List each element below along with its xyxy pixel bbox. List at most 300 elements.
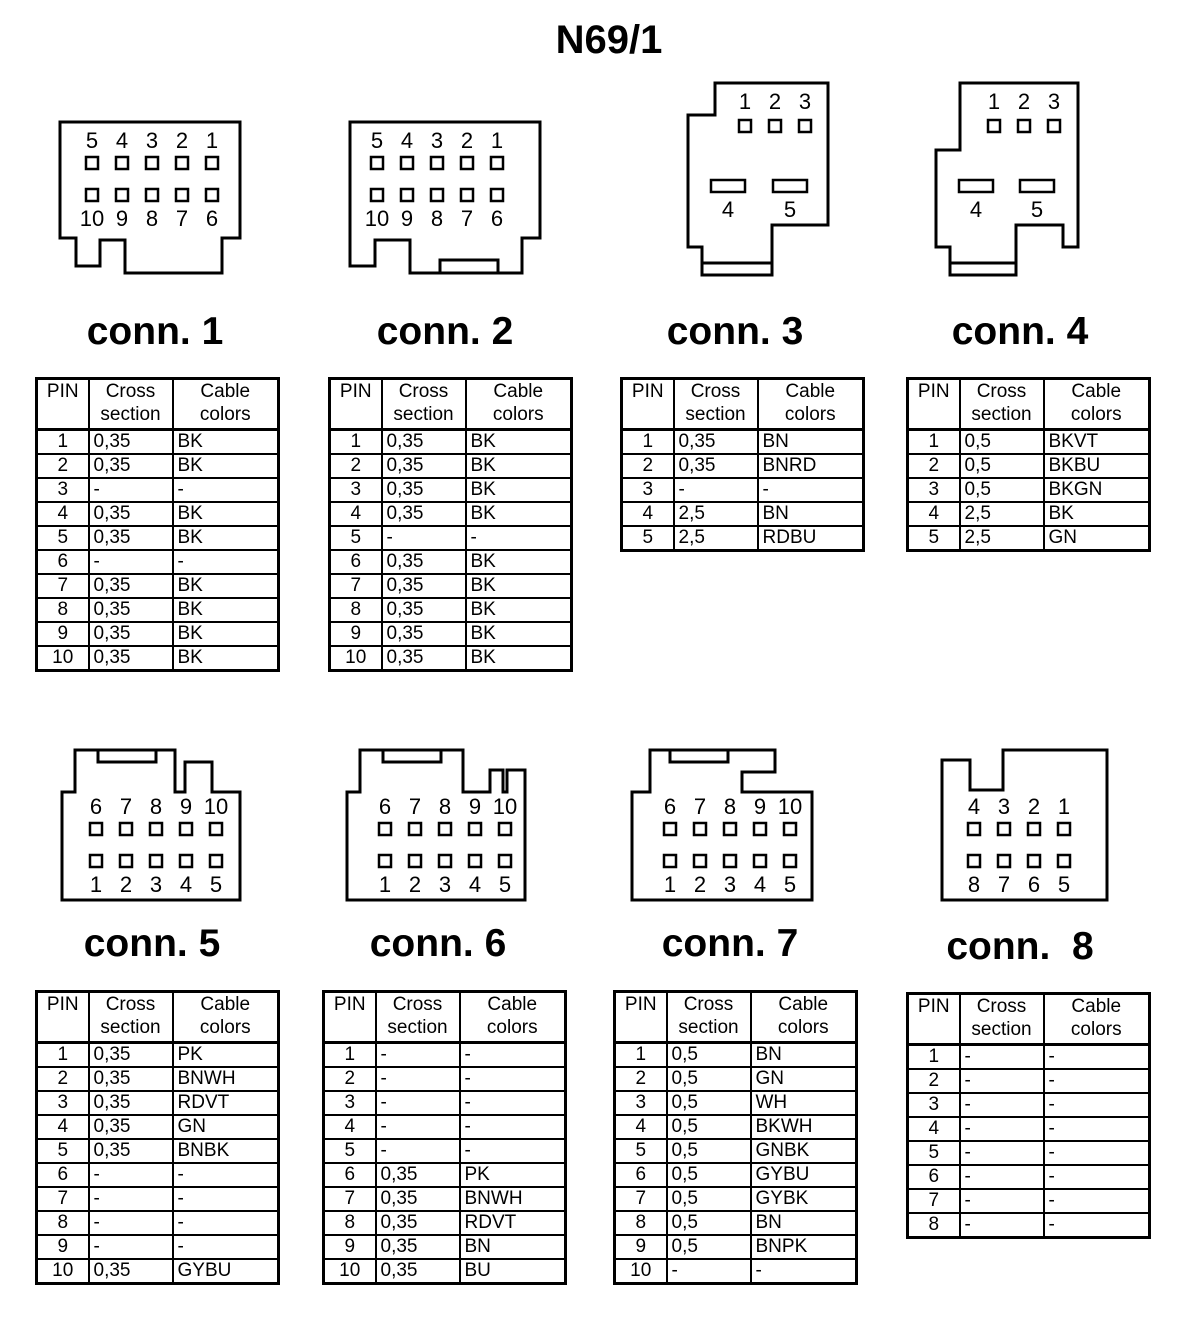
connector-4-label: conn. 4 — [951, 310, 1089, 353]
pin-label: 8 — [145, 206, 159, 231]
pin-label: 3 — [149, 872, 163, 897]
table-row — [330, 502, 572, 526]
cross-section-column-header: Cross section — [960, 994, 1044, 1045]
cable-colors-column-header: Cable colors — [460, 992, 566, 1043]
pin-number: 1 — [330, 430, 382, 455]
cross-section-value: - — [376, 1139, 460, 1163]
pin-number: 1 — [324, 1043, 376, 1068]
pin-number: 9 — [330, 622, 382, 646]
pin-cavity — [998, 855, 1010, 867]
connector-5-label: conn. 5 — [83, 922, 221, 965]
power-pin-cavity — [959, 180, 993, 192]
cross-section-value: 0,35 — [376, 1187, 460, 1211]
table-row — [324, 1139, 566, 1163]
cross-section-value: 0,5 — [667, 1115, 751, 1139]
cross-section-value: 0,35 — [382, 550, 466, 574]
pin-cavity — [491, 189, 503, 201]
table-row — [324, 1067, 566, 1091]
table-row — [908, 1165, 1150, 1189]
cross-section-value: 0,35 — [382, 646, 466, 671]
pin-cavity — [180, 855, 192, 867]
table-row — [615, 1211, 857, 1235]
pin-number: 1 — [615, 1043, 667, 1068]
pin-cavity — [210, 823, 222, 835]
pin-number: 3 — [908, 1093, 960, 1117]
connector-4-drawing — [928, 75, 1088, 285]
pin-cavity — [499, 855, 511, 867]
pin-label: 1 — [738, 89, 752, 114]
pin-label: 6 — [1027, 872, 1041, 897]
cross-section-value: 0,5 — [960, 478, 1044, 502]
cross-section-value: 0,35 — [89, 1067, 173, 1091]
pin-label: 1 — [89, 872, 103, 897]
cable-color-value: BK — [466, 478, 572, 502]
cable-color-value: BK — [466, 454, 572, 478]
cross-section-value: - — [960, 1117, 1044, 1141]
pin-label: 6 — [378, 794, 392, 819]
table-row — [37, 1163, 279, 1187]
table-row — [37, 1091, 279, 1115]
pin-number: 9 — [324, 1235, 376, 1259]
pin-cavity — [431, 189, 443, 201]
pin-cavity — [176, 157, 188, 169]
cable-color-value: GYBU — [751, 1163, 857, 1187]
table-row — [37, 550, 279, 574]
connector-1-drawing — [40, 100, 260, 290]
connector-5-drawing — [50, 740, 250, 910]
table-row — [622, 430, 864, 455]
pin-number: 6 — [37, 1163, 89, 1187]
table-row — [330, 622, 572, 646]
table-row — [37, 1187, 279, 1211]
pin-cavity — [754, 823, 766, 835]
cross-section-value: - — [960, 1189, 1044, 1213]
cross-section-value: 0,5 — [960, 430, 1044, 455]
pin-label: 6 — [205, 206, 219, 231]
table-row — [324, 1187, 566, 1211]
cable-color-value: GN — [173, 1115, 279, 1139]
cable-colors-column-header: Cable colors — [1044, 379, 1150, 430]
cross-section-value: 2,5 — [960, 502, 1044, 526]
cross-section-value: 0,5 — [960, 454, 1044, 478]
pin-cavity — [176, 189, 188, 201]
cross-section-value: - — [376, 1067, 460, 1091]
pin-cavity — [988, 120, 1000, 132]
table-row — [622, 502, 864, 526]
cable-color-value: PK — [460, 1163, 566, 1187]
pin-label: 9 — [468, 794, 482, 819]
pin-label: 2 — [460, 128, 474, 153]
pin-number: 3 — [324, 1091, 376, 1115]
cable-colors-column-header: Cable colors — [173, 379, 279, 430]
cable-color-value: GYBK — [751, 1187, 857, 1211]
cable-color-value: BK — [173, 598, 279, 622]
pin-cavity — [401, 189, 413, 201]
cable-color-value: BN — [758, 502, 864, 526]
pin-number: 5 — [908, 1141, 960, 1165]
cross-section-value: 0,35 — [89, 502, 173, 526]
cross-section-value: - — [89, 478, 173, 502]
cable-color-value: - — [1048, 1214, 1055, 1235]
table-row — [37, 1235, 279, 1259]
pin-table-header-row — [324, 992, 566, 1043]
connector-5-pin-table — [35, 990, 280, 1285]
pin-number: 8 — [615, 1211, 667, 1235]
pin-cavity — [461, 157, 473, 169]
cable-color-value: GN — [751, 1067, 857, 1091]
cable-color-value: BK — [173, 622, 279, 646]
connector-6-latch — [383, 750, 441, 762]
pin-number: 2 — [615, 1067, 667, 1091]
cross-section-column-header: Cross section — [674, 379, 758, 430]
pin-cavity — [439, 823, 451, 835]
table-row — [330, 430, 572, 455]
pin-label: 5 — [370, 128, 384, 153]
connector-6-label: conn. 6 — [369, 922, 507, 965]
cable-color-value: - — [466, 526, 572, 550]
pin-cavity — [371, 189, 383, 201]
pin-label: 10 — [777, 794, 803, 819]
pin-cavity — [439, 855, 451, 867]
cable-color-value: BKVT — [1044, 430, 1150, 455]
cross-section-value: 2,5 — [674, 502, 758, 526]
pin-label: 6 — [663, 794, 677, 819]
table-row — [324, 1043, 566, 1068]
pin-table-header-row — [908, 994, 1150, 1045]
pin-label: 1 — [1057, 794, 1071, 819]
cross-section-value: 0,35 — [376, 1211, 460, 1235]
pin-number: 7 — [330, 574, 382, 598]
pin-label: 3 — [438, 872, 452, 897]
pin-cavity — [210, 855, 222, 867]
table-row — [615, 1115, 857, 1139]
pin-cavity — [371, 157, 383, 169]
cross-section-value: - — [674, 478, 758, 502]
pin-number: 2 — [37, 454, 89, 478]
cable-color-value: BK — [466, 598, 572, 622]
pin-column-header: PIN — [622, 379, 674, 430]
table-row — [615, 1235, 857, 1259]
cable-color-value: BN — [751, 1211, 857, 1235]
cable-color-value: - — [460, 1139, 566, 1163]
pin-table-header-row — [615, 992, 857, 1043]
table-row — [908, 1141, 1150, 1165]
pin-label: 10 — [364, 206, 390, 231]
cross-section-value: 0,35 — [382, 454, 466, 478]
table-row — [37, 1259, 279, 1284]
pin-label: 3 — [1047, 89, 1061, 114]
pin-label: 5 — [85, 128, 99, 153]
table-row — [330, 526, 572, 550]
connector-8-drawing — [930, 740, 1120, 910]
cross-section-value: - — [667, 1259, 751, 1284]
cable-color-value: BK — [173, 430, 279, 455]
cable-color-value: BK — [173, 502, 279, 526]
cross-section-value: 0,35 — [89, 454, 173, 478]
pin-label: 3 — [430, 128, 444, 153]
cable-color-value: BK — [173, 526, 279, 550]
cross-section-value: - — [376, 1115, 460, 1139]
cross-section-column-header: Cross section — [376, 992, 460, 1043]
pin-label: 4 — [721, 197, 735, 222]
cable-color-value: BK — [173, 454, 279, 478]
pin-cavity — [206, 157, 218, 169]
pin-number: 9 — [37, 1235, 89, 1259]
table-row — [615, 1187, 857, 1211]
pin-label: 8 — [438, 794, 452, 819]
pin-column-header: PIN — [37, 992, 89, 1043]
cross-section-value: - — [960, 1069, 1044, 1093]
cable-color-value: BN — [758, 430, 864, 455]
pin-cavity — [1018, 120, 1030, 132]
table-row — [37, 430, 279, 455]
table-row — [615, 1139, 857, 1163]
cable-color-value: BKWH — [751, 1115, 857, 1139]
pin-label: 1 — [205, 128, 219, 153]
pin-label: 2 — [408, 872, 422, 897]
table-row — [615, 1259, 857, 1284]
cable-color-value: - — [173, 478, 279, 502]
table-row — [324, 1235, 566, 1259]
pin-cavity — [379, 855, 391, 867]
pin-label: 7 — [997, 872, 1011, 897]
pin-column-header: PIN — [908, 379, 960, 430]
pin-number: 10 — [37, 646, 89, 671]
pin-cavity — [401, 157, 413, 169]
cross-section-value: 0,35 — [89, 598, 173, 622]
cable-color-value: - — [460, 1115, 566, 1139]
table-row — [324, 1091, 566, 1115]
cross-section-value: 0,35 — [89, 574, 173, 598]
cable-color-value: BK — [466, 502, 572, 526]
table-row — [908, 1069, 1150, 1093]
cross-section-column-header: Cross section — [382, 379, 466, 430]
pin-number: 3 — [615, 1091, 667, 1115]
cross-section-value: 0,35 — [376, 1163, 460, 1187]
pin-cavity — [968, 823, 980, 835]
cross-section-value: 0,5 — [667, 1187, 751, 1211]
table-row — [37, 622, 279, 646]
pin-label: 10 — [203, 794, 229, 819]
pin-number: 5 — [37, 526, 89, 550]
cross-section-value: - — [89, 1211, 173, 1235]
cable-color-value: BK — [466, 430, 572, 455]
cross-section-value: 0,35 — [382, 622, 466, 646]
pin-label: 4 — [969, 197, 983, 222]
pin-label: 9 — [400, 206, 414, 231]
pin-cavity — [469, 855, 481, 867]
cable-color-value: - — [460, 1067, 566, 1091]
table-row — [37, 574, 279, 598]
table-row — [908, 502, 1150, 526]
pin-number: 5 — [330, 526, 382, 550]
cable-color-value: - — [173, 550, 279, 574]
cable-color-value: BK — [466, 550, 572, 574]
pin-number: 9 — [615, 1235, 667, 1259]
pin-number: 10 — [37, 1259, 89, 1284]
pin-cavity — [784, 855, 796, 867]
cross-section-value: 0,35 — [376, 1259, 460, 1284]
cable-color-value: - — [758, 478, 864, 502]
power-pin-cavity — [1020, 180, 1054, 192]
cross-section-value: 0,5 — [667, 1211, 751, 1235]
pin-number: 8 — [908, 1213, 960, 1238]
pin-number: 1 — [622, 430, 674, 455]
pin-number: 2 — [908, 1069, 960, 1093]
pin-number: 7 — [908, 1189, 960, 1213]
cable-color-value: BNWH — [173, 1067, 279, 1091]
cross-section-value: 0,5 — [667, 1139, 751, 1163]
cross-section-value: 0,35 — [89, 1091, 173, 1115]
connector-3-pin-table — [620, 377, 865, 552]
cable-color-value: BNBK — [173, 1139, 279, 1163]
pin-number: 7 — [37, 574, 89, 598]
cable-color-value: - — [1044, 1069, 1150, 1093]
cable-color-value: - — [173, 1187, 279, 1211]
cross-section-value: 0,35 — [382, 598, 466, 622]
cross-section-value: 0,35 — [89, 526, 173, 550]
cross-section-value: 0,35 — [89, 622, 173, 646]
pin-label: 2 — [693, 872, 707, 897]
table-row — [908, 478, 1150, 502]
connector-6-pin-table — [322, 990, 567, 1285]
pin-cavity — [968, 855, 980, 867]
pin-label: 7 — [175, 206, 189, 231]
pin-label: 5 — [1057, 872, 1071, 897]
cable-color-value: PK — [173, 1043, 279, 1068]
cable-color-value: BU — [464, 1260, 491, 1281]
cross-section-value: 0,5 — [667, 1043, 751, 1068]
pin-number: 1 — [37, 430, 89, 455]
pin-label: 5 — [1030, 197, 1044, 222]
connector-8-pin-table — [906, 992, 1151, 1239]
pin-column-header: PIN — [37, 379, 89, 430]
pin-cavity — [664, 855, 676, 867]
pin-cavity — [120, 823, 132, 835]
pin-label: 5 — [783, 872, 797, 897]
pin-label: 9 — [115, 206, 129, 231]
pin-label: 2 — [175, 128, 189, 153]
pin-number: 6 — [324, 1163, 376, 1187]
cross-section-value: - — [89, 1163, 173, 1187]
pin-cavity — [1028, 823, 1040, 835]
pin-label: 9 — [179, 794, 193, 819]
pin-number: 5 — [324, 1139, 376, 1163]
table-row — [37, 502, 279, 526]
cable-color-value: BK — [177, 647, 203, 668]
pin-label: 3 — [997, 794, 1011, 819]
pin-label: 6 — [490, 206, 504, 231]
pin-column-header: PIN — [615, 992, 667, 1043]
table-row — [324, 1115, 566, 1139]
pin-label: 3 — [723, 872, 737, 897]
cross-section-value: - — [89, 1235, 173, 1259]
pin-number: 8 — [37, 1211, 89, 1235]
pin-number: 4 — [37, 1115, 89, 1139]
cable-color-value: BN — [751, 1043, 857, 1068]
table-row — [37, 646, 279, 671]
pin-label: 10 — [79, 206, 105, 231]
table-row — [615, 1091, 857, 1115]
pin-number: 2 — [37, 1067, 89, 1091]
pin-number: 2 — [622, 454, 674, 478]
pin-number: 3 — [37, 478, 89, 502]
table-row — [37, 526, 279, 550]
cross-section-value: - — [382, 526, 466, 550]
pin-label: 7 — [119, 794, 133, 819]
pin-number: 4 — [908, 502, 960, 526]
cable-colors-column-header: Cable colors — [1044, 994, 1150, 1045]
table-row — [908, 1093, 1150, 1117]
pin-number: 6 — [908, 1165, 960, 1189]
pin-cavity — [1028, 855, 1040, 867]
pin-cavity — [784, 823, 796, 835]
pin-number: 2 — [324, 1067, 376, 1091]
connector-2-label: conn. 2 — [376, 310, 514, 353]
pin-cavity — [431, 157, 443, 169]
pin-label: 1 — [490, 128, 504, 153]
connector-2-pin-table — [328, 377, 573, 672]
connector-3-drawing — [680, 75, 840, 285]
connector-7-label: conn. 7 — [661, 922, 799, 965]
cross-section-value: 0,5 — [667, 1091, 751, 1115]
pin-cavity — [180, 823, 192, 835]
pin-label: 8 — [149, 794, 163, 819]
cable-color-value: GYBU — [177, 1260, 232, 1281]
pin-label: 2 — [1027, 794, 1041, 819]
pin-label: 3 — [798, 89, 812, 114]
pin-number: 4 — [330, 502, 382, 526]
cable-color-value: - — [1044, 1045, 1150, 1070]
cross-section-value: 0,35 — [674, 430, 758, 455]
cross-section-value: 0,35 — [89, 646, 173, 671]
pin-label: 5 — [783, 197, 797, 222]
cross-section-value: 0,35 — [674, 454, 758, 478]
connector-2-latch — [440, 260, 498, 273]
pin-cavity — [754, 855, 766, 867]
cable-color-value: BK — [466, 622, 572, 646]
cable-color-value: BKBU — [1044, 454, 1150, 478]
table-row — [615, 1043, 857, 1068]
pin-table-header-row — [37, 992, 279, 1043]
pin-cavity — [1058, 855, 1070, 867]
pin-cavity — [150, 855, 162, 867]
pin-label: 4 — [115, 128, 129, 153]
table-row — [330, 646, 572, 671]
cross-section-value: 2,5 — [960, 526, 1044, 551]
pin-number: 5 — [908, 526, 960, 551]
pin-label: 4 — [400, 128, 414, 153]
cable-color-value: - — [173, 1163, 279, 1187]
table-row — [615, 1067, 857, 1091]
connector-7-latch — [670, 750, 728, 762]
cross-section-value: 0,35 — [382, 502, 466, 526]
cross-section-value: 0,35 — [382, 574, 466, 598]
table-row — [37, 1043, 279, 1068]
pin-cavity — [1048, 120, 1060, 132]
cable-color-value: - — [173, 1235, 279, 1259]
table-row — [622, 454, 864, 478]
cable-colors-column-header: Cable colors — [466, 379, 572, 430]
pin-cavity — [86, 189, 98, 201]
pin-cavity — [491, 157, 503, 169]
cross-section-column-header: Cross section — [89, 379, 173, 430]
pin-label: 1 — [987, 89, 1001, 114]
cable-color-value: - — [1044, 1093, 1150, 1117]
cross-section-value: 0,5 — [667, 1067, 751, 1091]
connector-5-latch — [98, 750, 156, 762]
pin-number: 6 — [37, 550, 89, 574]
